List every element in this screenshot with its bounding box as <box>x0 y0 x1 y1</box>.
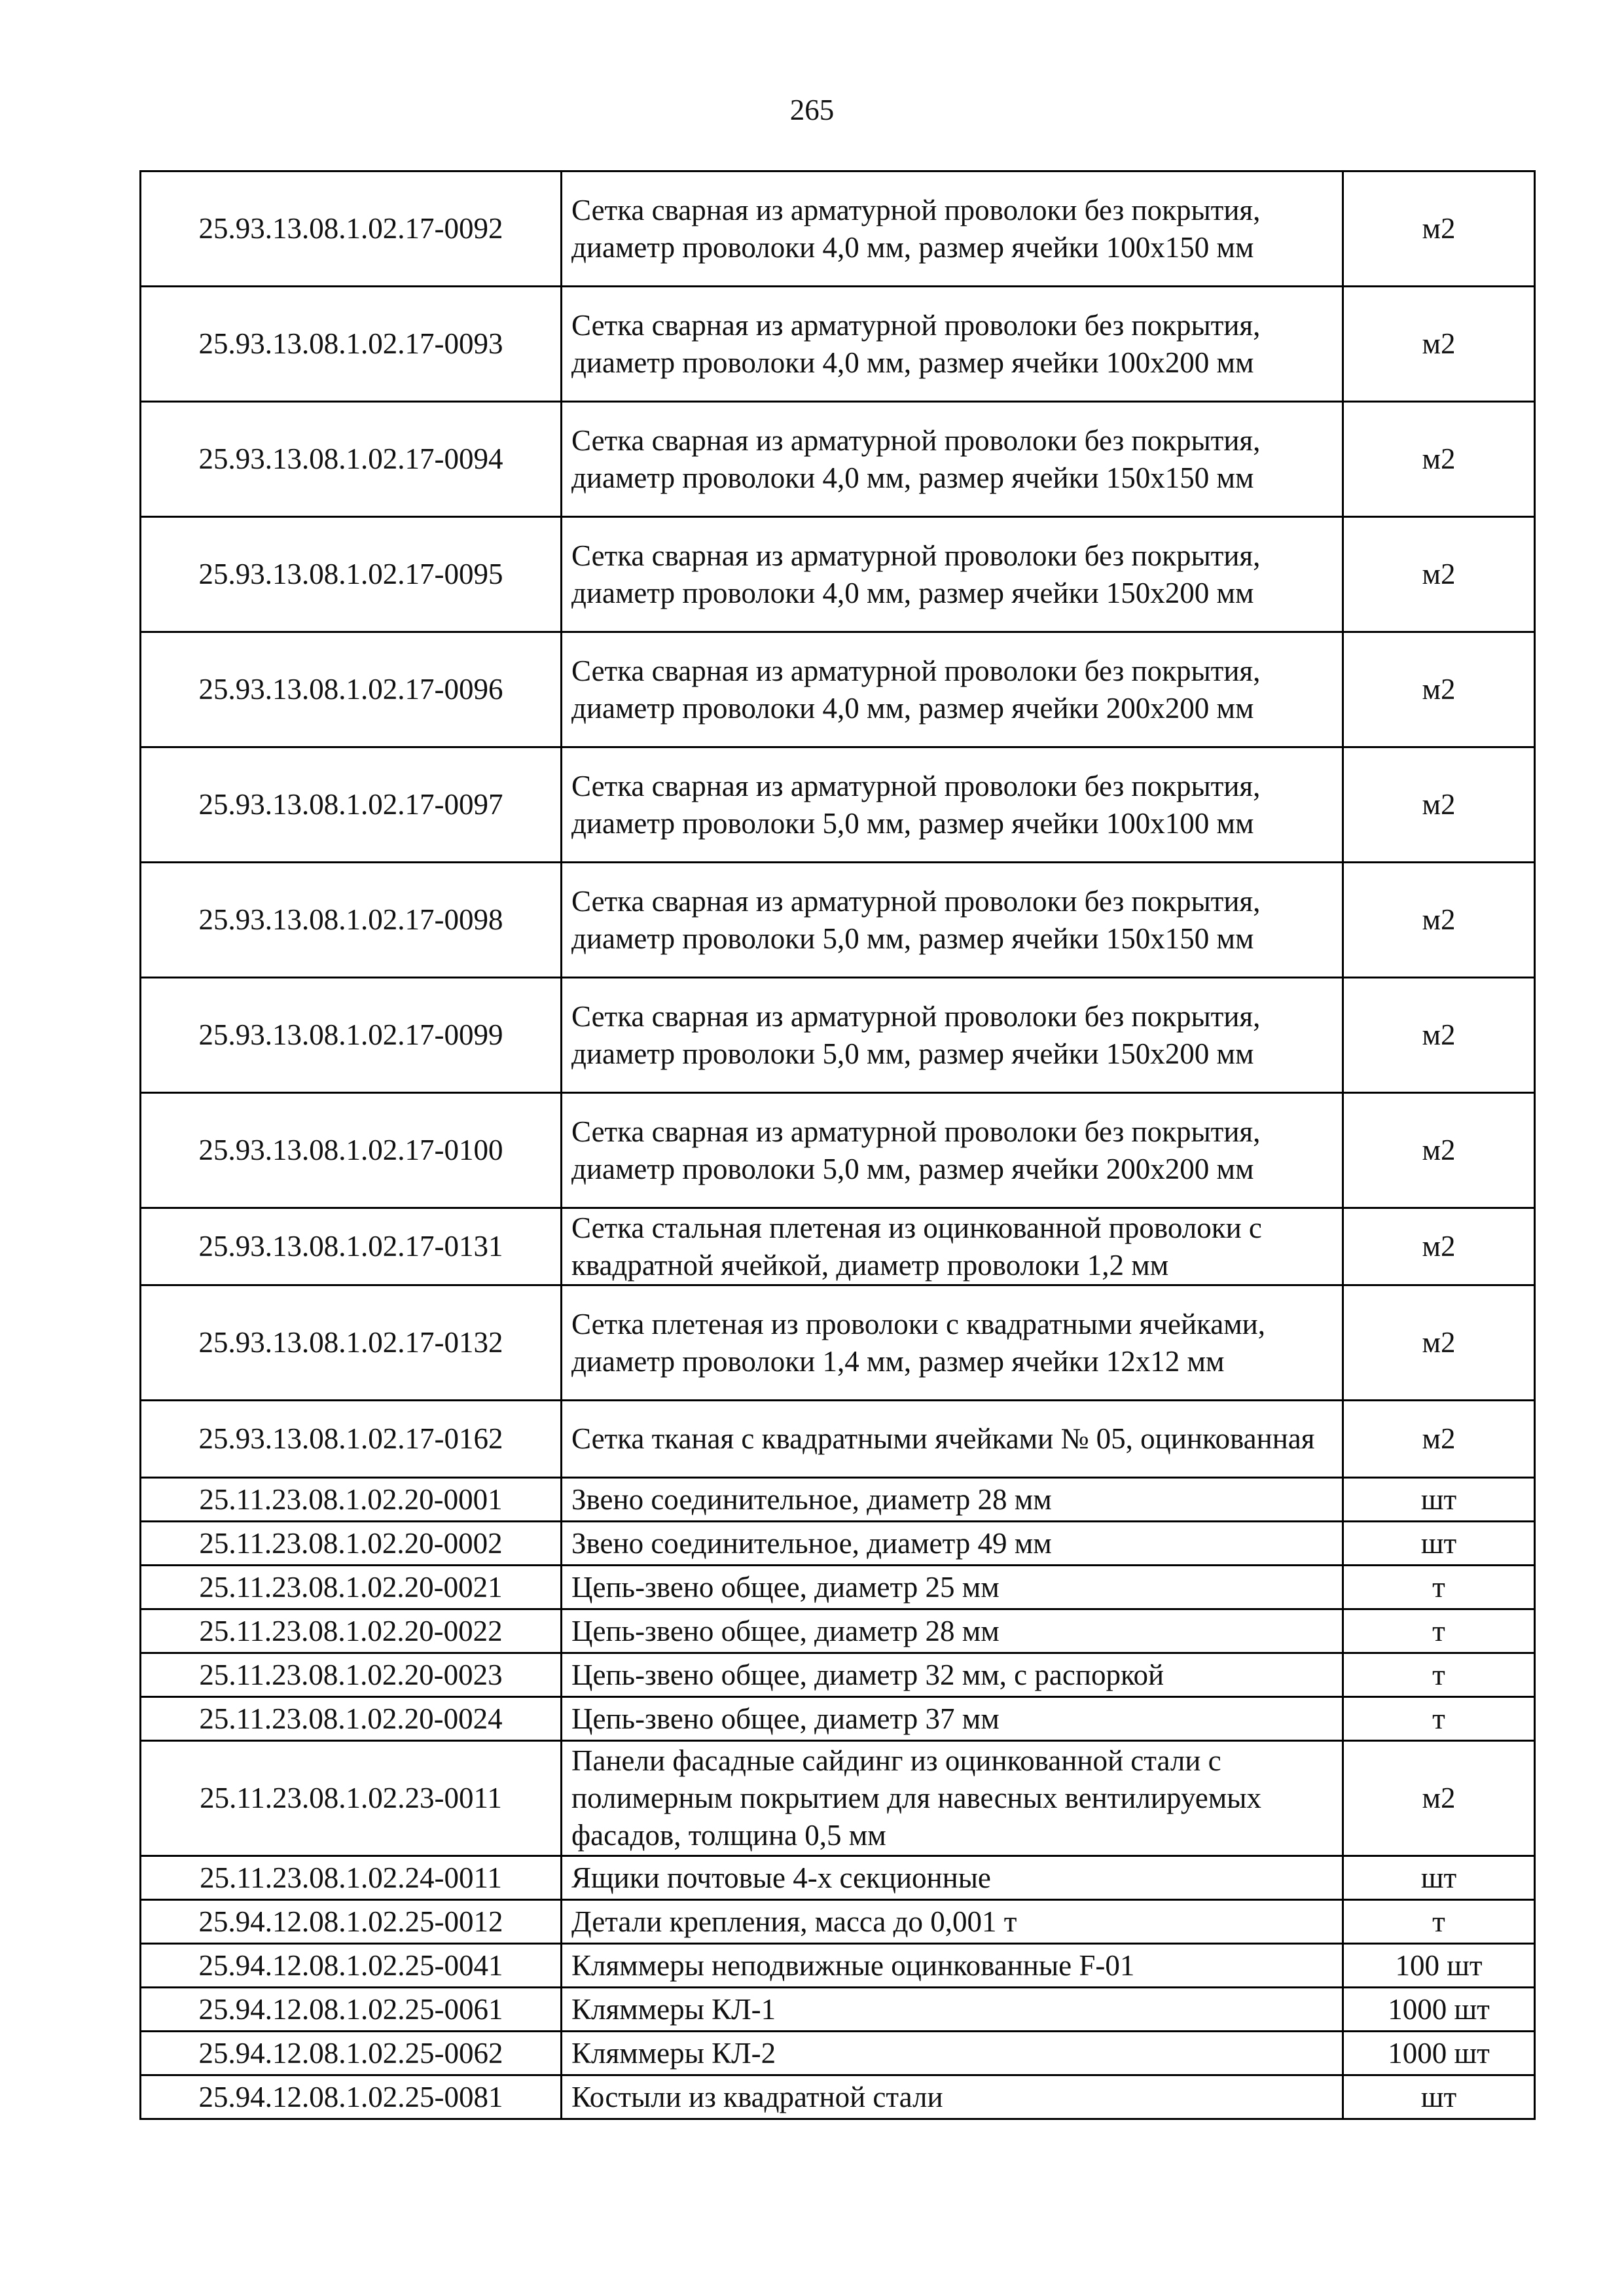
resource-name: Сетка плетеная из проволоки с квадратными ячейками, диаметр проволоки 1,4 мм, размер ячейки 12x12 мм <box>562 1285 1343 1401</box>
resource-code: 25.94.12.08.1.02.25-0041 <box>141 1944 562 1988</box>
resource-code: 25.11.23.08.1.02.23-0011 <box>141 1741 562 1856</box>
table-row <box>141 1944 1535 1988</box>
resource-code: 25.11.23.08.1.02.20-0022 <box>141 1609 562 1653</box>
table-row <box>141 1741 1535 1856</box>
resource-code: 25.93.13.08.1.02.17-0098 <box>141 863 562 978</box>
resource-code: 25.11.23.08.1.02.24-0011 <box>141 1856 562 1900</box>
resource-unit: шт <box>1343 1478 1535 1522</box>
resource-unit: м2 <box>1343 632 1535 747</box>
table-row <box>141 632 1535 747</box>
table-row <box>141 1093 1535 1208</box>
resource-code: 25.11.23.08.1.02.20-0001 <box>141 1478 562 1522</box>
table-row <box>141 1697 1535 1741</box>
resource-unit: м2 <box>1343 171 1535 287</box>
resource-code: 25.11.23.08.1.02.20-0023 <box>141 1653 562 1697</box>
resource-code: 25.93.13.08.1.02.17-0092 <box>141 171 562 287</box>
resource-name: Сетка тканая с квадратными ячейками № 05, оцинкованная <box>562 1401 1343 1478</box>
resource-name: Сетка сварная из арматурной проволоки без покрытия, диаметр проволоки 5,0 мм, размер ячейки 150x200 мм <box>562 978 1343 1093</box>
resource-code: 25.93.13.08.1.02.17-0162 <box>141 1401 562 1478</box>
resource-name: Звено соединительное, диаметр 28 мм <box>562 1478 1343 1522</box>
resource-unit: м2 <box>1343 747 1535 863</box>
resource-code: 25.93.13.08.1.02.17-0094 <box>141 402 562 517</box>
resource-unit: м2 <box>1343 402 1535 517</box>
resource-name: Сетка сварная из арматурной проволоки без покрытия, диаметр проволоки 4,0 мм, размер ячейки 100x150 мм <box>562 171 1343 287</box>
table-row <box>141 863 1535 978</box>
resource-unit: м2 <box>1343 517 1535 632</box>
resource-unit: т <box>1343 1900 1535 1944</box>
resource-code: 25.93.13.08.1.02.17-0100 <box>141 1093 562 1208</box>
table-row <box>141 747 1535 863</box>
table-row <box>141 2032 1535 2075</box>
resource-unit: м2 <box>1343 1401 1535 1478</box>
table-row <box>141 1566 1535 1609</box>
table-row <box>141 1401 1535 1478</box>
table-row <box>141 517 1535 632</box>
table-row <box>141 287 1535 402</box>
resource-name: Звено соединительное, диаметр 49 мм <box>562 1522 1343 1566</box>
resource-name: Кляммеры КЛ-1 <box>562 1988 1343 2032</box>
page-number: 265 <box>789 94 835 126</box>
table-row <box>141 978 1535 1093</box>
resource-name: Сетка сварная из арматурной проволоки без покрытия, диаметр проволоки 5,0 мм, размер ячейки 100x100 мм <box>562 747 1343 863</box>
table-row <box>141 1285 1535 1401</box>
resource-unit: шт <box>1343 1522 1535 1566</box>
resource-unit: т <box>1343 1653 1535 1697</box>
resource-name: Кляммеры КЛ-2 <box>562 2032 1343 2075</box>
resource-unit: м2 <box>1343 287 1535 402</box>
resource-code: 25.94.12.08.1.02.25-0012 <box>141 1900 562 1944</box>
resource-unit: шт <box>1343 2075 1535 2119</box>
table-row <box>141 402 1535 517</box>
resource-code: 25.93.13.08.1.02.17-0099 <box>141 978 562 1093</box>
resource-unit: 100 шт <box>1343 1944 1535 1988</box>
resource-code: 25.11.23.08.1.02.20-0002 <box>141 1522 562 1566</box>
table-row <box>141 171 1535 287</box>
resource-name: Ящики почтовые 4-х секционные <box>562 1856 1343 1900</box>
resource-unit: м2 <box>1343 978 1535 1093</box>
table-row <box>141 1609 1535 1653</box>
resource-name: Сетка сварная из арматурной проволоки без покрытия, диаметр проволоки 4,0 мм, размер ячейки 150x200 мм <box>562 517 1343 632</box>
resource-code: 25.11.23.08.1.02.20-0021 <box>141 1566 562 1609</box>
resource-name: Цепь-звено общее, диаметр 32 мм, с распоркой <box>562 1653 1343 1697</box>
resource-code: 25.93.13.08.1.02.17-0093 <box>141 287 562 402</box>
resource-unit: м2 <box>1343 1093 1535 1208</box>
resource-unit: м2 <box>1343 1285 1535 1401</box>
resource-code: 25.94.12.08.1.02.25-0062 <box>141 2032 562 2075</box>
table-row <box>141 1856 1535 1900</box>
resource-unit: шт <box>1343 1856 1535 1900</box>
resource-name: Сетка сварная из арматурной проволоки без покрытия, диаметр проволоки 5,0 мм, размер ячейки 200x200 мм <box>562 1093 1343 1208</box>
resource-name: Цепь-звено общее, диаметр 25 мм <box>562 1566 1343 1609</box>
resource-name: Сетка стальная плетеная из оцинкованной проволоки с квадратной ячейкой, диаметр проволоки 1,2 мм <box>562 1208 1343 1285</box>
resource-code: 25.93.13.08.1.02.17-0096 <box>141 632 562 747</box>
resource-code: 25.93.13.08.1.02.17-0131 <box>141 1208 562 1285</box>
resource-name: Кляммеры неподвижные оцинкованные F-01 <box>562 1944 1343 1988</box>
table-row <box>141 2075 1535 2119</box>
resource-name: Сетка сварная из арматурной проволоки без покрытия, диаметр проволоки 4,0 мм, размер ячейки 150x150 мм <box>562 402 1343 517</box>
resource-code: 25.93.13.08.1.02.17-0132 <box>141 1285 562 1401</box>
table-row <box>141 1988 1535 2032</box>
table-row <box>141 1478 1535 1522</box>
resource-name: Цепь-звено общее, диаметр 28 мм <box>562 1609 1343 1653</box>
resource-code: 25.93.13.08.1.02.17-0097 <box>141 747 562 863</box>
resource-code: 25.93.13.08.1.02.17-0095 <box>141 517 562 632</box>
resource-unit: м2 <box>1343 1741 1535 1856</box>
resource-unit: т <box>1343 1609 1535 1653</box>
resource-code: 25.94.12.08.1.02.25-0061 <box>141 1988 562 2032</box>
resource-unit: 1000 шт <box>1343 1988 1535 2032</box>
resource-name: Сетка сварная из арматурной проволоки без покрытия, диаметр проволоки 4,0 мм, размер ячейки 200x200 мм <box>562 632 1343 747</box>
resource-name: Детали крепления, масса до 0,001 т <box>562 1900 1343 1944</box>
resource-name: Сетка сварная из арматурной проволоки без покрытия, диаметр проволоки 5,0 мм, размер ячейки 150x150 мм <box>562 863 1343 978</box>
resource-name: Сетка сварная из арматурной проволоки без покрытия, диаметр проволоки 4,0 мм, размер ячейки 100x200 мм <box>562 287 1343 402</box>
table-row <box>141 1900 1535 1944</box>
table-row <box>141 1208 1535 1285</box>
resource-name: Цепь-звено общее, диаметр 37 мм <box>562 1697 1343 1741</box>
resource-unit: т <box>1343 1697 1535 1741</box>
resource-code: 25.94.12.08.1.02.25-0081 <box>141 2075 562 2119</box>
resource-unit: 1000 шт <box>1343 2032 1535 2075</box>
resource-name: Костыли из квадратной стали <box>562 2075 1343 2119</box>
resource-table <box>139 170 1536 2120</box>
resource-unit: т <box>1343 1566 1535 1609</box>
table-row <box>141 1653 1535 1697</box>
resource-name: Панели фасадные сайдинг из оцинкованной стали с полимерным покрытием для навесных вентилируемых фасадов, толщина 0,5 мм <box>562 1741 1343 1856</box>
resource-code: 25.11.23.08.1.02.20-0024 <box>141 1697 562 1741</box>
table-row <box>141 1522 1535 1566</box>
resource-unit: м2 <box>1343 1208 1535 1285</box>
resource-unit: м2 <box>1343 863 1535 978</box>
